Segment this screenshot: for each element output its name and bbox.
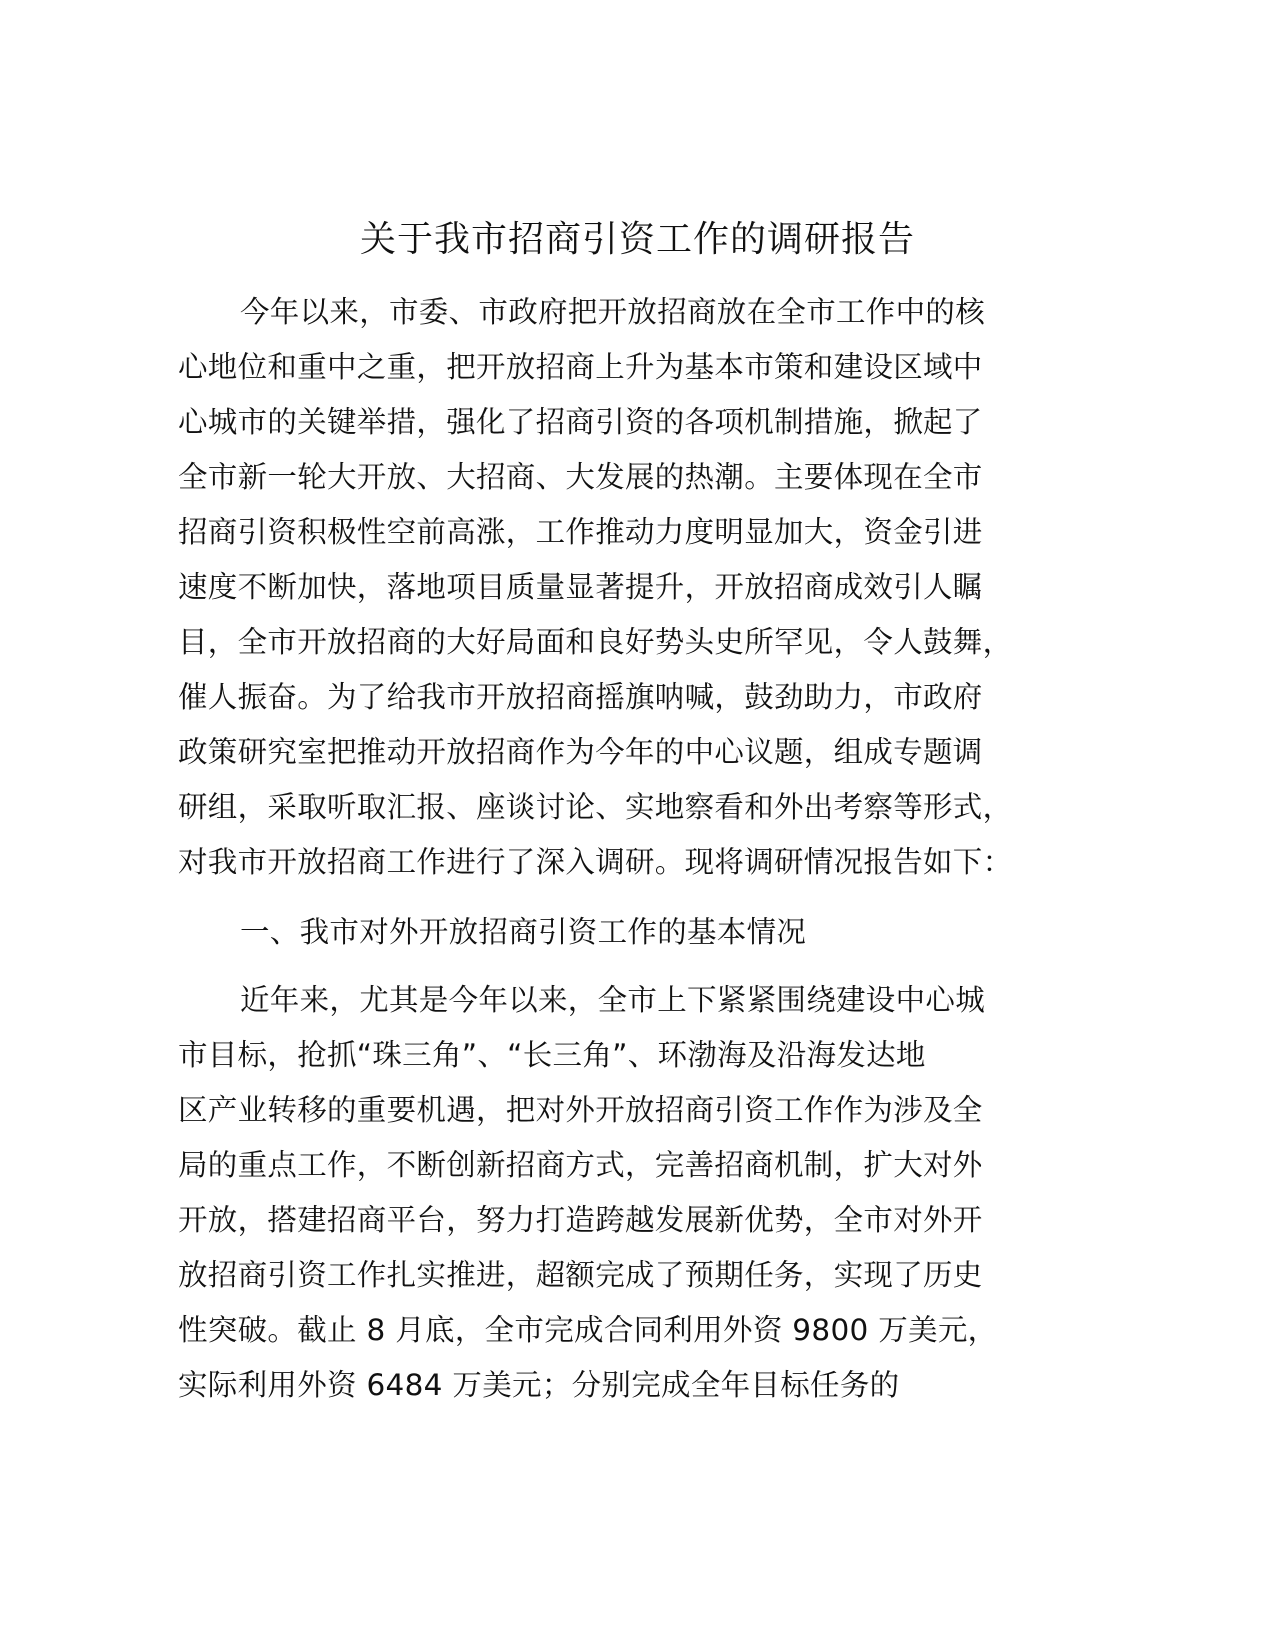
text-line: 对我市开放招商工作进行了深入调研。现将调研情况报告如下：	[178, 845, 1013, 879]
text-line: 放招商引资工作扎实推进，超额完成了预期任务，实现了历史	[178, 1258, 983, 1292]
text-line: 全市新一轮大开放、大招商、大发展的热潮。主要体现在全市	[178, 460, 983, 494]
text-line: 心城市的关键举措，强化了招商引资的各项机制措施，掀起了	[178, 405, 983, 439]
section-heading: 一、我市对外开放招商引资工作的基本情况	[240, 915, 807, 949]
text-line: 政策研究室把推动开放招商作为今年的中心议题，组成专题调	[178, 735, 983, 769]
text-line: 目，全市开放招商的大好局面和良好势头史所罕见，令人鼓舞，	[178, 625, 1013, 659]
text-line: 招商引资积极性空前高涨，工作推动力度明显加大，资金引进	[178, 515, 983, 549]
text-line: 近年来，尤其是今年以来，全市上下紧紧围绕建设中心城	[240, 983, 986, 1017]
text-line: 性突破。截止 8 月底，全市完成合同利用外资 9800 万美元，	[178, 1313, 998, 1347]
text-line: 速度不断加快，落地项目质量显著提升，开放招商成效引人瞩	[178, 570, 983, 604]
text-line: 开放，搭建招商平台，努力打造跨越发展新优势，全市对外开	[178, 1203, 983, 1237]
text-line: 区产业转移的重要机遇，把对外开放招商引资工作作为涉及全	[178, 1093, 983, 1127]
text-line: 实际利用外资 6484 万美元；分别完成全年目标任务的	[178, 1368, 900, 1402]
text-line: 市目标，抢抓“珠三角”、“长三角”、环渤海及沿海发达地	[178, 1038, 926, 1072]
text-line: 催人振奋。为了给我市开放招商摇旗呐喊，鼓劲助力，市政府	[178, 680, 983, 714]
text-line: 今年以来，市委、市政府把开放招商放在全市工作中的核	[240, 295, 986, 329]
text-line: 研组，采取听取汇报、座谈讨论、实地察看和外出考察等形式，	[178, 790, 1013, 824]
text-line: 心地位和重中之重，把开放招商上升为基本市策和建设区域中	[178, 350, 983, 384]
document-title: 关于我市招商引资工作的调研报告	[359, 219, 915, 260]
text-line: 局的重点工作，不断创新招商方式，完善招商机制，扩大对外	[178, 1148, 983, 1182]
